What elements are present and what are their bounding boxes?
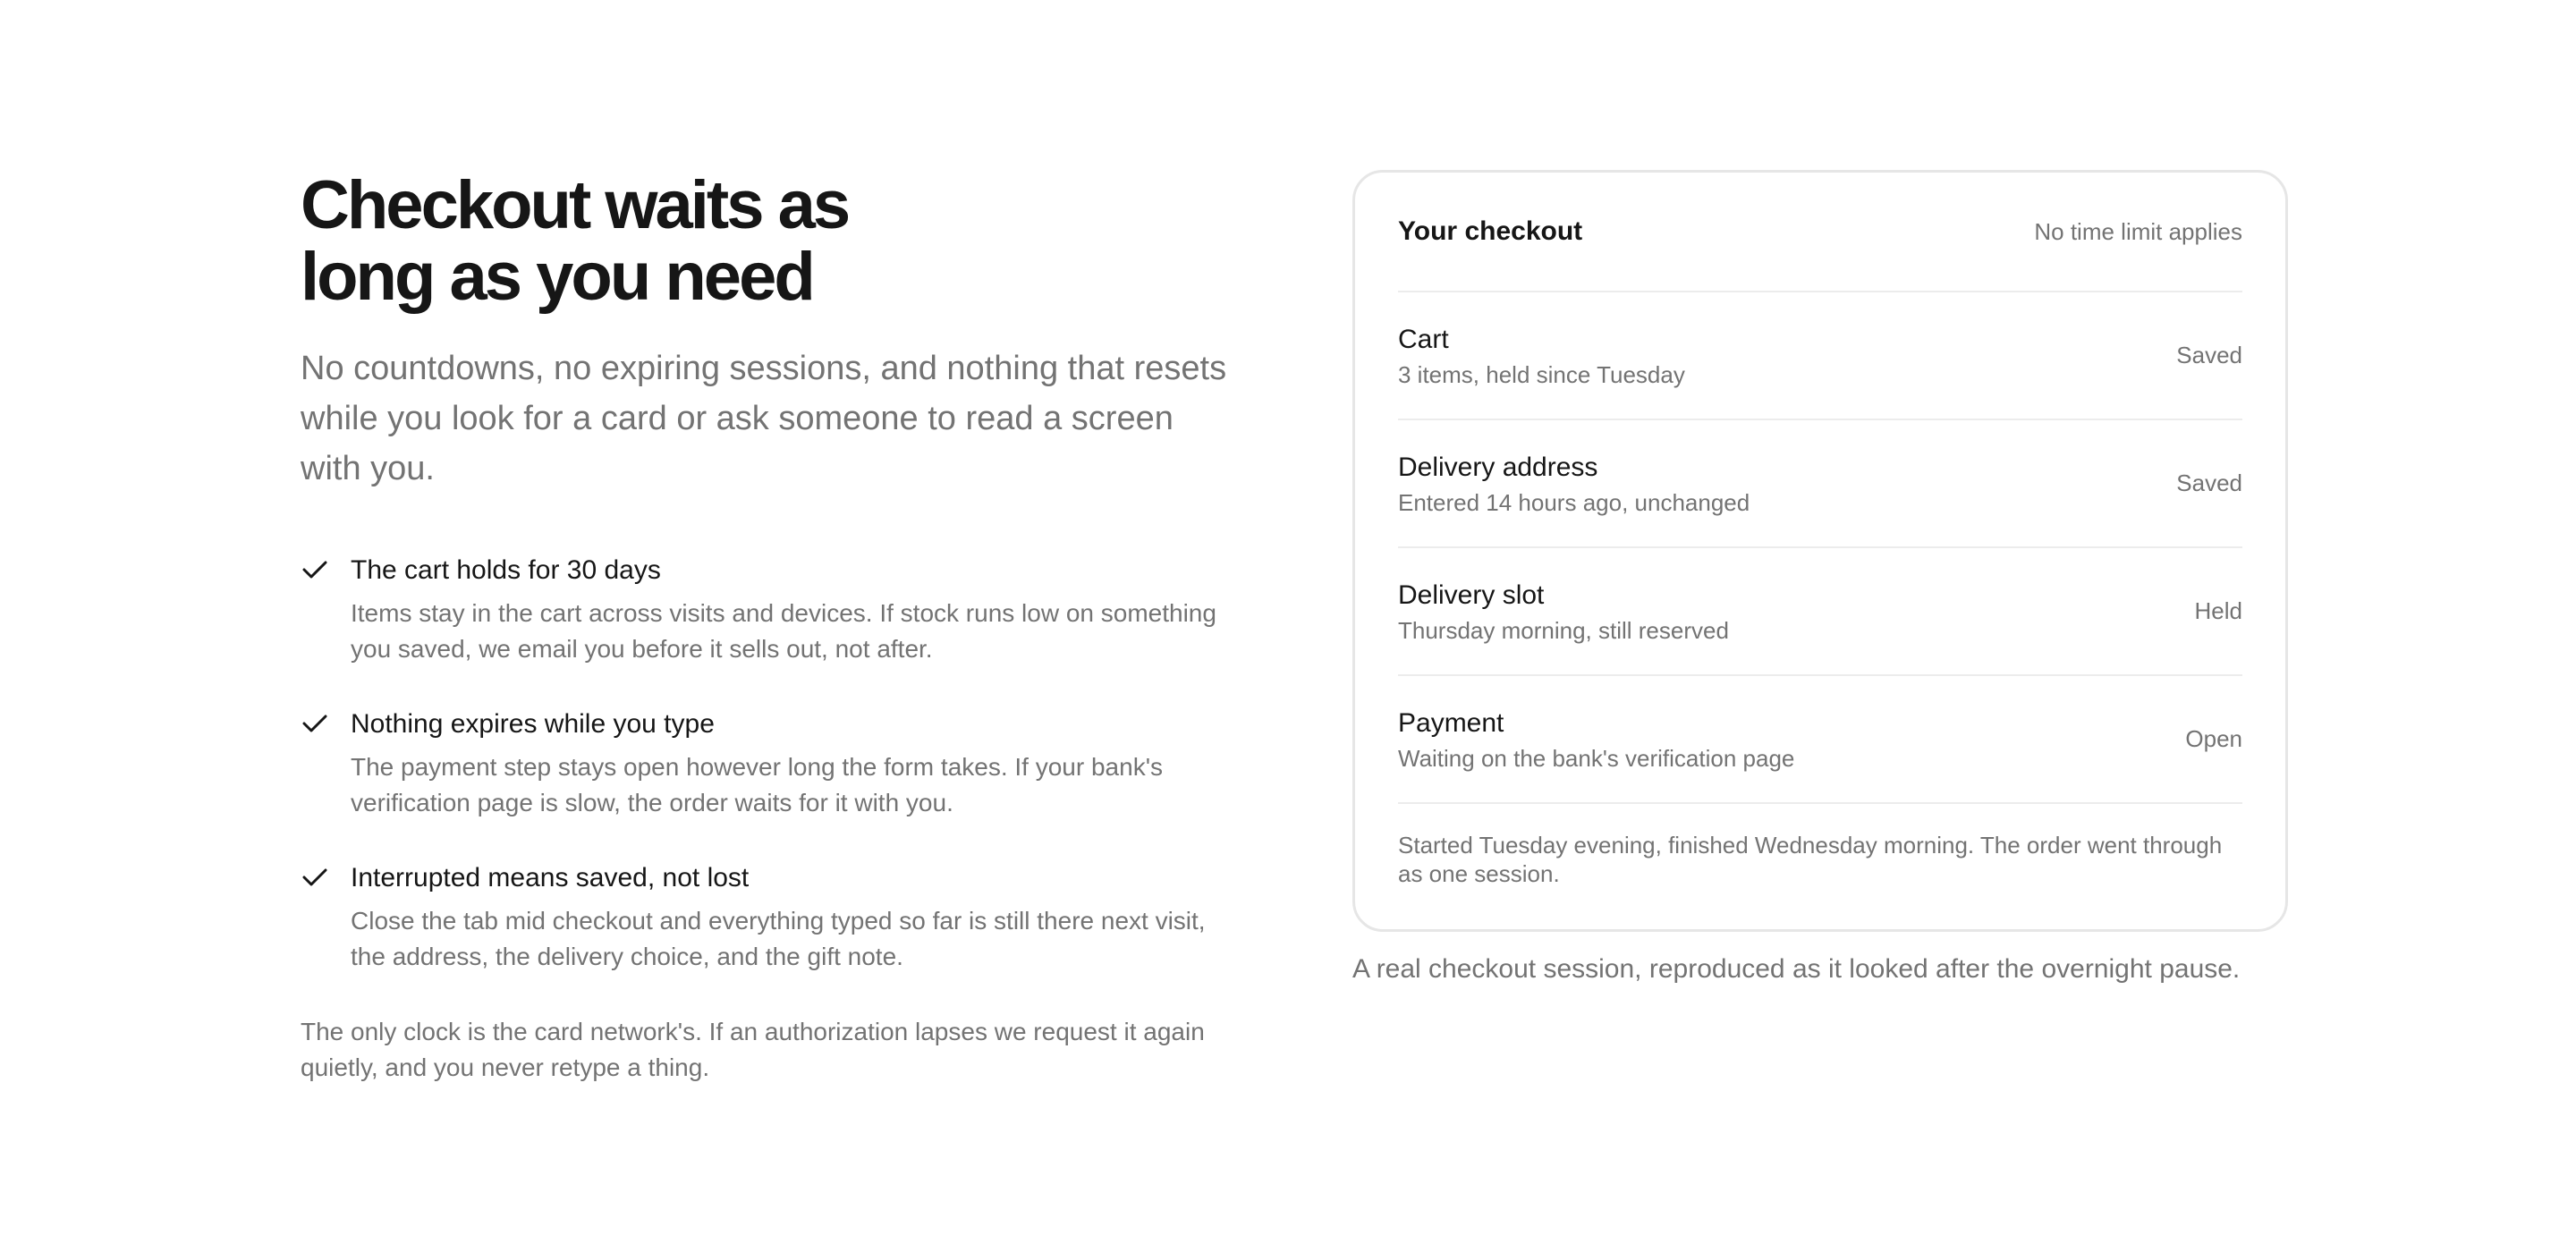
feature-list (301, 553, 1231, 975)
checkout-step-title: Cart (1398, 324, 1449, 354)
checkout-step-title: Delivery address (1398, 452, 1598, 482)
checkout-card-header (1398, 173, 2242, 292)
feature-title: The cart holds for 30 days (351, 555, 661, 585)
feature-item (301, 553, 1231, 667)
check-icon (302, 560, 327, 579)
feature-item (301, 706, 1231, 821)
checkout-step-payment (1398, 676, 2242, 804)
feature-description: The payment step stays open however long the form takes. If your bank's verification page is slow, the order waits for it with you. (351, 753, 1164, 816)
time-limit-note: No time limit applies (2034, 217, 2242, 245)
checkout-card-title: Your checkout (1398, 216, 1583, 246)
session-note: Started Tuesday evening, finished Wednesday morning. The order went through as one session. (1398, 832, 2223, 887)
feature-title: Nothing expires while you type (351, 709, 715, 739)
checkout-step-text (1398, 450, 1750, 518)
checkout-step-detail: 3 items, held since Tuesday (1398, 360, 1685, 388)
footnote-text: The only clock is the card network's. If an authorization lapses we request it again quietly, and you never retype a thing. (301, 1018, 1205, 1081)
page-title (301, 167, 1231, 315)
status-badge: Held (2194, 597, 2242, 624)
page-title-line-1: Checkout waits as (301, 167, 849, 243)
feature-item (301, 860, 1231, 975)
check-icon (302, 867, 327, 887)
intro-section (301, 167, 1231, 1086)
checkout-step-detail: Waiting on the bank's verification page (1398, 744, 1795, 772)
checkout-card (1352, 170, 2288, 932)
checkout-step-delivery-address (1398, 420, 2242, 548)
checkout-step-title: Delivery slot (1398, 579, 1545, 610)
status-badge: Saved (2176, 470, 2242, 496)
feature-title: Interrupted means saved, not lost (351, 863, 750, 892)
lede-text: No countdowns, no expiring sessions, and nothing that resets while you look for a card or ask someone to read a screen with you. (301, 350, 1227, 487)
checkout-step-delivery-slot (1398, 548, 2242, 676)
checkout-step-text (1398, 578, 1729, 646)
checkout-example-section (1352, 170, 2288, 987)
checkout-step-text (1398, 322, 1685, 390)
status-badge: Saved (2176, 342, 2242, 368)
card-caption: A real checkout session, reproduced as it looked after the overnight pause. (1352, 954, 2241, 984)
feature-description: Items stay in the cart across visits and devices. If stock runs low on something you saved, we email you before it sells out, not after. (351, 599, 1216, 663)
checkout-step-detail: Entered 14 hours ago, unchanged (1398, 488, 1750, 516)
checkout-step-cart (1398, 292, 2242, 420)
checkout-step-detail: Thursday morning, still reserved (1398, 616, 1729, 644)
checkout-step-text (1398, 706, 1794, 774)
status-badge: Open (2185, 725, 2242, 752)
feature-description: Close the tab mid checkout and everything typed so far is still there next visit, the address, the delivery choice, and the gift note. (351, 907, 1206, 970)
check-icon (302, 714, 327, 733)
checkout-step-title: Payment (1398, 707, 1504, 738)
page-title-line-2: long as you need (301, 239, 813, 315)
